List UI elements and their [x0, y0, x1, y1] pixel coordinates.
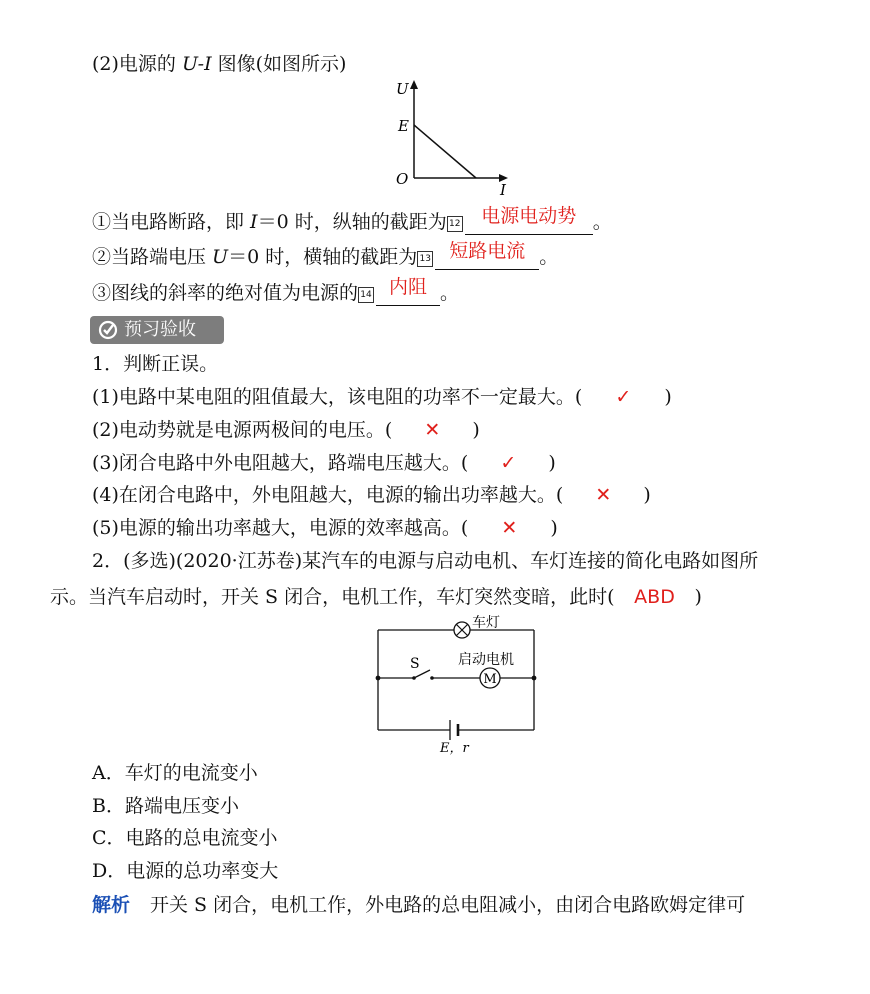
item-text: ①当电路断路，即	[92, 211, 251, 233]
q2-text: 示。当汽车启动时，开关 S 闭合，电机工作，车灯突然变暗，此时(	[50, 586, 615, 608]
motor-symbol	[480, 668, 500, 688]
statement-4	[92, 483, 651, 507]
option-d: D．电源的总功率变大	[92, 860, 279, 882]
section-heading	[92, 52, 346, 76]
lamp-symbol	[454, 622, 470, 638]
fill-item-2	[92, 240, 559, 270]
blank-number: 13	[417, 251, 433, 267]
q2-line-2	[50, 585, 702, 609]
source-label: E，r	[440, 741, 469, 756]
item-text: ②当路端电压	[92, 246, 213, 268]
close-paren: )	[664, 386, 672, 408]
q1-title: 1．判断正误。	[92, 353, 219, 375]
answer-blank	[376, 276, 440, 306]
close-paren: )	[694, 586, 702, 608]
answer-blank	[465, 205, 593, 235]
judgment-mark: ✓	[500, 452, 517, 474]
badge-label: 预习验收	[124, 319, 196, 340]
statement-text: (5)电源的输出功率越大，电源的效率越高。(	[92, 517, 469, 539]
judgment-mark: ✓	[615, 386, 632, 408]
close-paren: )	[548, 452, 556, 474]
statement-text: (1)电路中某电阻的阻值最大，该电阻的功率不一定最大。(	[92, 386, 583, 408]
i-axis-label: I	[500, 181, 506, 198]
close-paren: )	[472, 419, 480, 441]
statement-text: (2)电动势就是电源两极间的电压。(	[92, 419, 393, 441]
origin-label: O	[396, 170, 409, 188]
fill-item-3	[92, 276, 460, 306]
statement-1	[92, 385, 672, 409]
blank-number: 14	[358, 287, 374, 303]
heading-suffix: 图像(如图所示)	[211, 53, 347, 75]
heading-var: U-I	[181, 53, 212, 75]
option-a: A．车灯的电流变小	[92, 762, 258, 784]
target-check-icon	[98, 320, 118, 340]
analysis-text: 开关 S 闭合，电机工作，外电路的总电阻减小，由闭合电路欧姆定律可	[150, 894, 746, 916]
lamp-label: 车灯	[472, 615, 500, 631]
judgment-mark: ✕	[501, 517, 518, 539]
analysis-label: 解析	[92, 894, 131, 916]
answer-text: 内阻	[389, 276, 428, 298]
statement-3	[92, 451, 556, 475]
q2-answer: ABD	[634, 586, 675, 608]
preview-check-badge	[90, 316, 224, 344]
answer-text: 短路电流	[449, 240, 526, 262]
option-b: B．路端电压变小	[92, 795, 239, 817]
circuit-diagram	[370, 612, 570, 757]
judgment-mark: ✕	[595, 484, 612, 506]
answer-blank	[435, 240, 539, 270]
fill-item-1	[92, 205, 612, 235]
close-paren: )	[550, 517, 558, 539]
u-i-graph	[390, 78, 520, 198]
q2-line-1: 2．(多选)(2020·江苏卷)某汽车的电源与启动电机、车灯连接的简化电路如图所	[92, 550, 759, 572]
item-var: U	[212, 246, 229, 268]
switch-label: S	[410, 656, 420, 672]
item-end: 。	[440, 282, 460, 304]
item-end: 。	[539, 246, 559, 268]
statement-5	[92, 516, 558, 540]
statement-text: (3)闭合电路中外电阻越大，路端电压越大。(	[92, 452, 469, 474]
statement-2	[92, 418, 480, 442]
item-var: I	[250, 211, 258, 233]
item-end: 。	[592, 211, 612, 233]
blank-number: 12	[447, 216, 463, 232]
u-axis-label: U	[396, 80, 409, 98]
statement-text: (4)在闭合电路中，外电阻越大，电源的输出功率越大。(	[92, 484, 564, 506]
item-text: ③图线的斜率的绝对值为电源的	[92, 282, 359, 304]
item-text: ＝0 时，纵轴的截距为	[257, 211, 447, 233]
heading-prefix: (2)电源的	[92, 53, 182, 75]
option-c: C．电路的总电流变小	[92, 827, 278, 849]
motor-label: 启动电机	[458, 652, 514, 668]
motor-letter: M	[483, 672, 497, 687]
close-paren: )	[643, 484, 651, 506]
judgment-mark: ✕	[424, 419, 441, 441]
analysis-line	[92, 893, 745, 917]
item-text: ＝0 时，横轴的截距为	[228, 246, 418, 268]
answer-text: 电源电动势	[481, 205, 577, 227]
e-label: E	[398, 117, 409, 135]
battery-symbol	[450, 720, 458, 740]
